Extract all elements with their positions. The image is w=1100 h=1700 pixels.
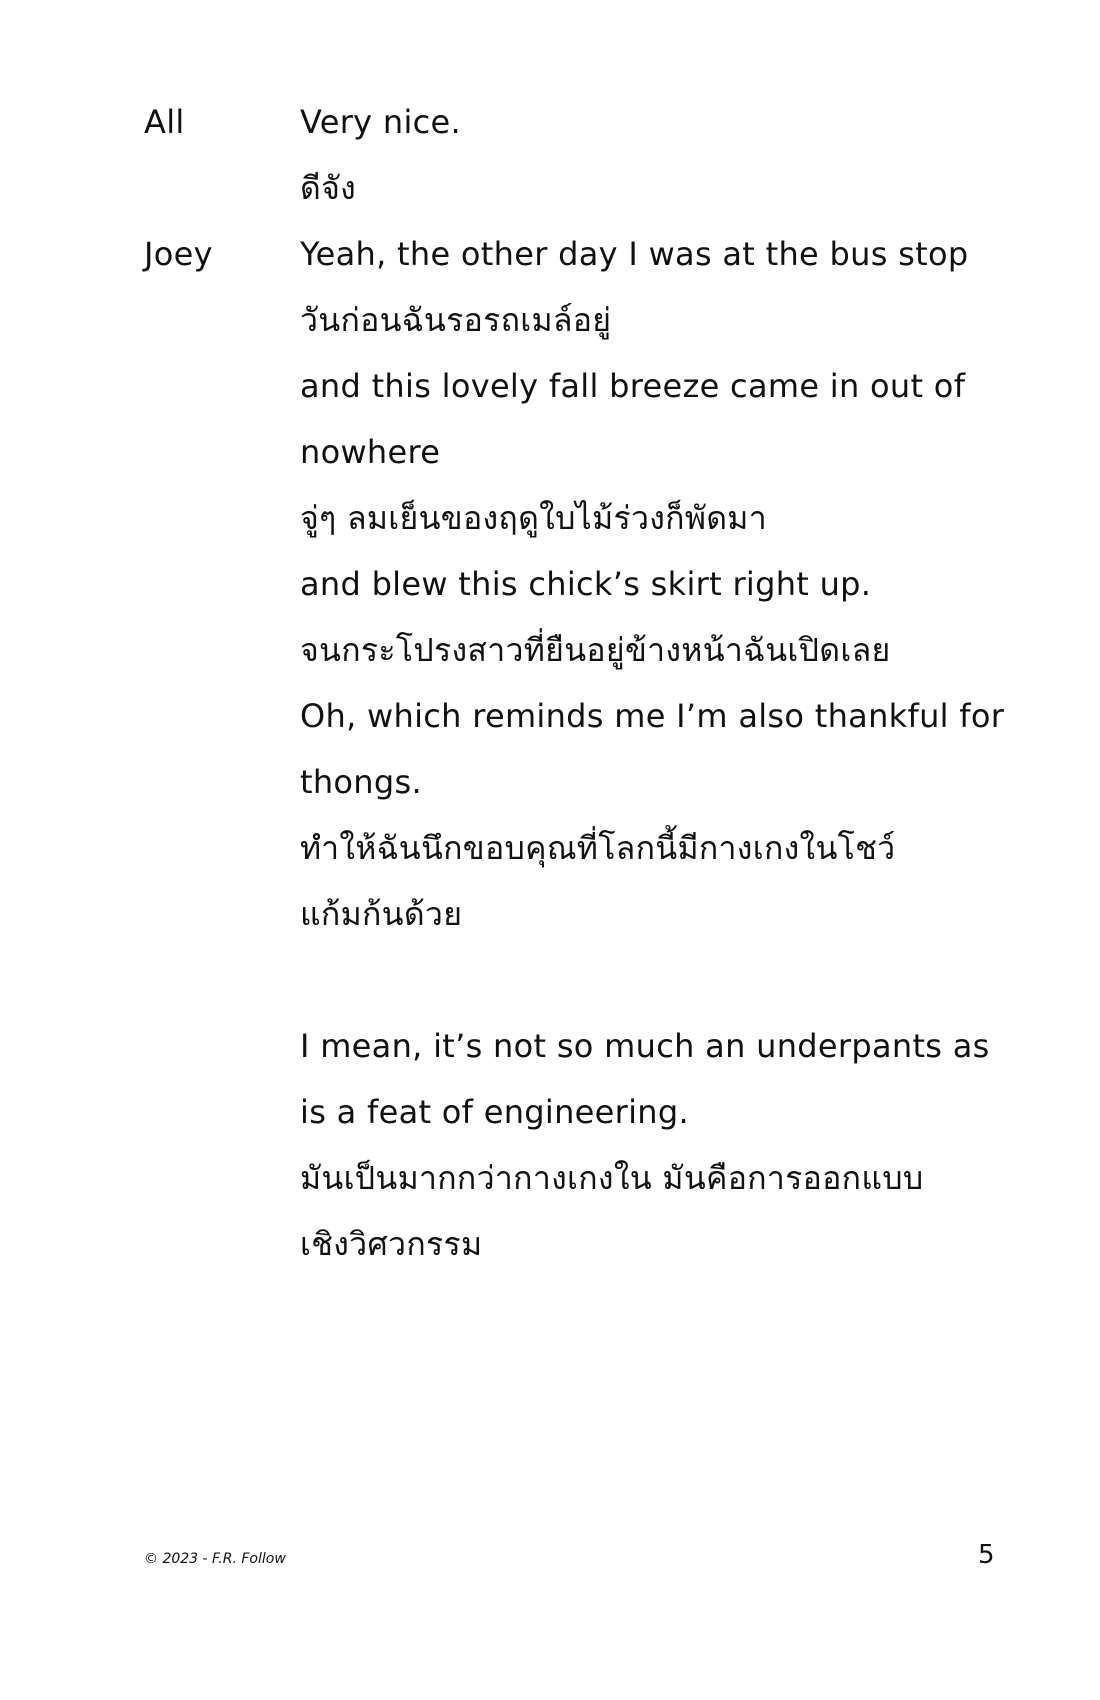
dialogue-line: วันก่อนฉันรอรถเมล์อยู่: [300, 301, 612, 339]
dialogue-line: มันเป็นมากกว่ากางเกงใน มันคือการออกแบบ: [300, 1159, 924, 1197]
dialogue-line: and blew this chick’s skirt right up.: [300, 565, 872, 603]
dialogue-line: ทำให้ฉันนึกขอบคุณที่โลกนี้มีกางเกงในโชว์: [300, 829, 896, 867]
dialogue-line: จู่ๆ ลมเย็นของฤดูใบไม้ร่วงก็พัดมา: [300, 499, 767, 537]
dialogue-line: nowhere: [300, 433, 441, 471]
page-number: 5: [978, 1540, 995, 1570]
dialogue-line: is a feat of engineering.: [300, 1093, 689, 1131]
dialogue-line: thongs.: [300, 763, 422, 801]
dialogue-line: ดีจัง: [300, 169, 357, 207]
dialogue-line: Oh, which reminds me I’m also thankful for: [300, 697, 1005, 735]
dialogue-line: จนกระโปรงสาวที่ยืนอยู่ข้างหน้าฉันเปิดเลย: [300, 631, 891, 669]
dialogue-line: Yeah, the other day I was at the bus stop: [300, 235, 969, 273]
dialogue-line: Very nice.: [300, 103, 461, 141]
dialogue-line: I mean, it’s not so much an underpants as: [300, 1027, 990, 1065]
dialogue-line: เชิงวิศวกรรม: [300, 1225, 483, 1263]
speaker-name: All: [144, 103, 185, 141]
dialogue-line: แก้มก้นด้วย: [300, 895, 463, 933]
dialogue-line: and this lovely fall breeze came in out of: [300, 367, 966, 405]
speaker-name: Joey: [144, 235, 213, 273]
copyright-notice: © 2023 - F.R. Follow: [144, 1551, 286, 1567]
